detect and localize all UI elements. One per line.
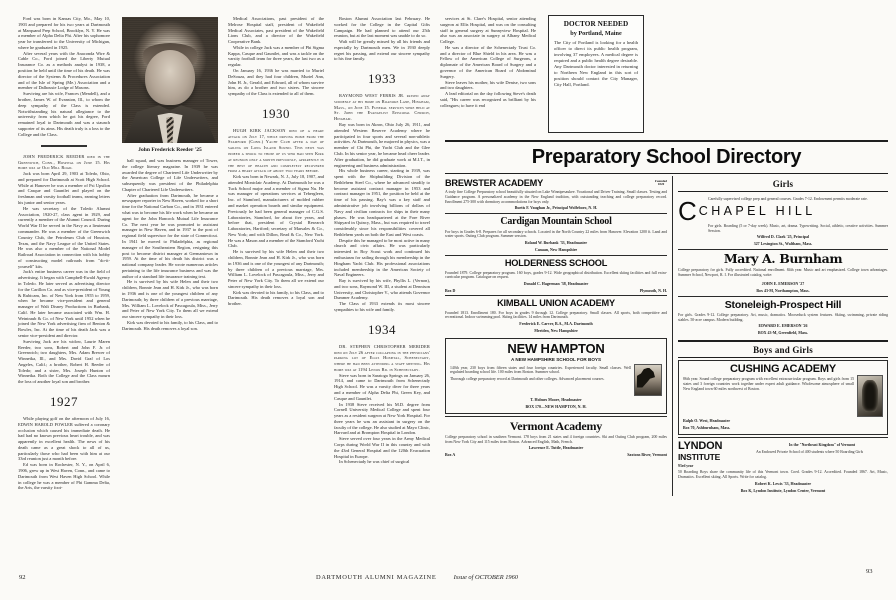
doctor-needed-ad [548,15,644,133]
paragraph: Ray was born in Akron, Ohio July 26, 1911, and attended Western Reserve Academy where he participated in four sports and several non-athletic activities. At Dartmouth, he majored in physics, was a member of Chi Phi, the Yacht Club and the Glee Club. In his senior year, he became head cheer leader. After graduation, he did graduate work at M.I.T., in engineering and business administration. [334,122,431,168]
old-man-mountain-icon [634,364,662,396]
paragraph: He is survived by his wife Helen and their two children, Bonnie Jean and H. Kirk Jr., who was born in 1936 and is one of the youngest children of any Dartmouth; by three children of a previous marriage, Mrs. William L. Lovelock of Pascagoula, Miss., Jerry and Peter of New York City. To them all we extend our sincere sympathy in their loss. [122,279,218,320]
paragraph: On January 16, 1936 he was married to Muriel DeSouza, and they had four children, Muriel Ann, John H. Jr., Gerald, and Edward, all of whom survive him, as do a brother and two sisters. The sincere sympathy of the Class is extended to all of them. [228,68,324,97]
school-name: Vermont Academy [509,419,603,434]
class-year-heading-1930: 1930 [262,105,290,121]
paragraph: HUGH KIRK JACKSON died of a heart attack on July 17, while driving home from the Stamford (Conn.) Yacht Club after a day of sailing on Long Island Sound. This news was indeed a shock to those of us who had seen Kirk at reunion only a month previously, apparently in the best of health and completely recovered from a heart attack of about two years before. [228,127,324,174]
paragraph: After several years with the Anaconda Wire & Cable Co., Ford joined the Liberty Mutual Insurance Co. as a methods analyst in 1938, a position he held until the time of his death. He was director of the Systems & Procedures Association and of the Isle of Spring (Me.) Association and a member of Dalhousie Lodge of Masons. [18,50,110,91]
text-column-1 [18,16,110,556]
directory-section-coed: Boys and Girls [753,344,813,355]
paragraph: ball squad, and was business manager of Tower, the college literary magazine. In 1939 he was awarded the degree of Chartered Life Underwriter by the American College of Life Underwriters, and subsequently was president of the Philadelphia Chapter of Chartered Life Underwriters. [122,158,218,192]
school-year-note: 93rd year [678,463,694,468]
directory-entry-holderness[interactable] [445,255,667,295]
school-description-2: For girls. Boarding (5 or 7-day week). Music, art, drama. Typewriting. Social, athletic, creative activities. Summer Session. [708,224,888,233]
paragraph: He was a director of the Schenectady Trust Co. and a director of Blue Shield in his area. He was a Fellow of the American College of Surgeons, a diplomate of the American Board of Surgery and a governor of the American Board of Abdominal Surgery. [440,44,536,79]
school-text [683,375,854,417]
school-description: Carefully supervised college prep and general courses. Grades 7-12. Endowment permits moderate rate. [708,196,868,201]
chapel-c-glyph: C [678,196,697,227]
paragraph: In Schenectady he was chief of surgical [339,459,410,465]
paragraph: services at St. Clare's Hospital, senior attending surgeon at Ellis Hospital, and was on the consulting staff in general surgery at Sunnyview Hospital. He also was an associate in surgery at Albany Medical College. [440,16,536,45]
school-address: 327 Lexington St., Waltham, Mass. [753,241,813,247]
paragraph: JOHN FREDERICK REEDER died in the Greenwich, Conn., Hospital on June 15. His home was at Old Mill Road. [18,153,110,171]
school-name: KIMBALL UNION ACADEMY [497,297,615,308]
issue-date: Issue of OCTOBER 1960 [453,574,518,581]
paragraph: DR. STEPHEN CHRISTOPHER MERIDER died on July 26 after collapsing in the physicians' parking lot of Ellis Hospital, Schenectady, where he had been attending a staff meeting. His home was at 1194 Lenox Rd. in Schenectady. [334,343,430,372]
paragraph: Steve leaves his mother, his wife Denise, two sons and two daughters. [440,79,536,91]
directory-column-girls [673,176,888,496]
class-year-heading-1927: 1927 [50,394,78,410]
school-description: College preparatory school in southern Vermont. 178 boys from 21 states and 4 foreign countries. Ski and Outing Club program, 200 miles from New York City and 115 miles from Boston. Advanced English, Math, French. [445,434,667,444]
directory-columns [445,176,888,496]
paragraph: Surviving Jack are his widow, Laurie Maren Reeder, two sons, Robert and John F. Jr. of Greenwich; two daughters, Mrs. Adam Brewer of Winnetka, Ill., and Mrs. David Graf of Los Angeles, Calif.; a brother, Robert H. Reeder of Toledo; and a sister, Mrs. Joseph Hunton of Winnetka. Both the College and the Class mourn the loss of another loyal son and brother. [18,338,110,385]
school-description: College preparatory for girls. Fully accredited. National enrollment. 84th year. Music and art emphasized. College town advantages. Summer School, Newport, R. I. For illustrated catalog, write: [678,267,888,277]
directory-column-boys [445,176,673,496]
paragraph: Jack was born April 29, 1903 at Toledo, Ohio, and prepared for Dartmouth at Scott High School. While at Hanover he was a member of Psi Upsilon and Casque and Gauntlet and played on the freshman and varsity football teams, earning letters his junior and senior years. [18,171,110,206]
directory-top-rule [445,140,888,142]
school-description: For boys in Grades 6-8. Prepares for all secondary schools. Located in the North Country 22 miles from Hanover. Elevation 1200 ft. Land and water sports. Outing Club program. Summer session. [445,229,667,239]
school-address: Box K, Lyndon Institute, Lyndon Center, Vermont [740,487,826,493]
paragraph: The Class of 1933 extends its most sincere sympathies to his wife and family. [334,301,430,313]
school-name: Stoneleigh-Prospect Hill [724,299,842,312]
school-contact: JOHN E. EMERSON '27 [761,281,805,287]
directory-bottom-rule [445,173,888,174]
school-contact: Robert K. Lewis '33, Headmaster [754,480,812,486]
school-description: Founded 1813. Enrollment 180. For boys in grades 9 through 12. College preparatory. Small classes. All sports, both competitive and recreational. Indoor swimming pool. Skiing facilities. 14 miles from Dartmouth. [445,310,667,320]
paragraph: Boston Alumni Association last February. He worked for the College in the Capital Gifts Campaign. He had planned to attend our 25th reunion, but at the last moment was unable to do so. [334,16,430,39]
paragraph: He was secretary of the Toledo Alumni Association, 1920-27, class agent in 1929, and currently a member of the Alumni Council. During World War II he served in the Navy as a lieutenant commander. He was a member of the Greenwich Country Club, the Petroleum Club of Houston, Texas, and the Navy League of the United States. He was also a member of the National Model Railroad Association in connection with his hobby of constructing model railroads from "do-it-yourself" kits. [18,205,110,269]
paragraph: He is survived by his wife Helen and their two children, Bonnie Jean and H. Kirk Jr., who was born in 1936 and is one of the youngest of any Dartmouth; by three children of a previous marriage, Mrs. William L. Lovelock of Pascagoula, Miss., Jerry and Peter of New York City. To them all we extend our sincere sympathy in their loss. [228,249,324,289]
paragraph: Ed was born in Rochester, N. Y., on April 6, 1906, grew up in West Haven, Conn., and came to Dartmouth from West Haven High School. While in college he was a member of Phi Gamma Delta, the Arts, the varsity foot- [18,462,110,491]
school-body-row [450,364,662,396]
school-subtitle: A NEW HAMPSHIRE SCHOOL FOR BOYS [510,356,602,362]
school-box: Box D [445,287,456,293]
school-contact: Roland W. Burbank '33, Headmaster [524,240,588,246]
school-description: 50 Boarding Boys share the community life of this Vermont town. Coed. Grades 9-12. Accredited. Founded 1867. Art, Music, Dramatics. Excellent skiing. All Sports. Write for catalog. [678,470,888,479]
school-tagline: In the "Northeast Kingdom" of Vermont [788,443,856,448]
page-number-left: 92 [19,574,26,581]
paragraph: Jack's entire business career was in the field of advertising. It began with Campbell-Ewald Agency in Toledo. He later served as advertising director for the Carillon Co. and as vice-president of Young & Rubicam, Inc. of New York from 1955 to 1959, when he became vice-president and general manager of Walt Disney Productions in Burbank, Calif. He later became associated with Wm. H. Weintraub & Co. of New York until 1952 when he joined the New York advertising firm of Benton & Bowles, Inc. At the time of his death Jack was a senior vice-president and director. [18,269,110,339]
footer-magazine-line [316,574,518,581]
paragraph: After graduation from Dartmouth, he became a newspaper reporter in New Haven, worked for a short time for the National Carbon Co., and in 1931 entered what was to become his life work when he became an agent for the John Hancock Mutual Life Insurance Co. The next year he was promoted to assistant manager in New Haven, and in 1937 to the post of regional field supervisor for the state of Connecticut. In 1941 he moved to Philadelphia, as regional manager of the Southeastern Region, resigning this post to become district manager at Germantown in 1959. At the time of his death his district was a national company leader. He wrote numerous articles pertaining to the life insurance business and was the author of a standard life insurance training text. [122,192,218,279]
school-name: Mary A. Burnham [723,251,843,267]
paragraph: Medical Associations, past president of the Melrose Hospital staff, president of Wakefield Medical Associates, past president of the Wakefield Lions Club, and a director of the Wakefield Cooperative Bank. [228,16,324,45]
school-contact: Wilfred D. Clark '25, Principal [756,234,810,240]
paragraph: While in college Jack was a member of Phi Sigma Kappa, Casque and Gauntlet, and was a tackle on the varsity football team for three years, the last two as a regular. [228,44,324,68]
school-box: Box A [445,452,456,458]
school-name: NEW HAMPTON [507,340,605,356]
school-contact: Donald C. Hagerman '38, Headmaster [523,281,589,287]
school-description-2: Thorough college preparatory record at Dartmouth and other colleges. Advanced placement courses. [450,376,605,381]
paragraph: Ford was born in Kansas City, Mo., May 10, 1903 and prepared for his two years at Dartmouth at Marquand Prep School, Brooklyn, N. Y. He was a member of Alpha Delta Phi. After his sophomore year he transferred to the University of Michigan, where he graduated in 1925. [18,16,110,50]
class-year-heading-1933: 1933 [368,71,396,87]
ad-subtitle: by Portland, Maine [570,29,622,37]
school-name: CUSHING ACADEMY [730,362,836,375]
school-address-row [445,288,667,293]
school-contact: EDWARD E. EMERSON '26 [758,323,808,329]
school-contact: Lawrence E. Tuttle, Headmaster [528,445,584,451]
directory-title: Preparatory School Directory [531,145,802,168]
directory-section-girls: Girls [772,178,794,189]
paragraph: Walt will be greatly missed by all his friends and especially by Dartmouth men. We in 1930 deeply regret his passing, and extend our sincere sympathy to his fine family. [334,39,430,62]
school-contact: Burtis F. Vaughan Jr., Principal Wolfeboro, N. H. [514,205,598,211]
paragraph: Steve was born in Saratoga Springs on January 26, 1914, and came to Dartmouth from Schenectady High School. He was a varsity diver for three years and a member of Alpha Delta Phi, Green Key, and Casque and Gauntlet. [334,372,430,401]
paragraph: Despite this he managed to be most active in many church and civic affairs. He was particularly interested in Boy Scout work and continued his enthusiasm for sailing through his membership in the Hingham Yacht Club. His professional associations included membership in the American Society of Naval Engineers. [334,237,430,278]
preparatory-school-directory [445,140,888,558]
school-address: Meriden, New Hampshire [534,327,578,333]
paragraph: In 1938 Steve received his M.D. degree from Cornell University Medical College and spent four years as a resident surgeon at New York Hospital. For three years he was an assistant in surgery on the faculty of the college. He also studied at Mayo Clinic, Harvard and at Brompton Hospital in London. [334,401,430,436]
school-name: LYNDON [678,440,723,453]
chapel-wordmark [699,205,888,218]
paragraph: Kirk was devoted to his family, to his Class, and to Dartmouth. His death removes a loyal son and brother. [228,289,324,307]
ad-title: DOCTOR NEEDED [563,20,629,28]
directory-entry-chapel-hill[interactable] [678,192,888,250]
school-tagline-2: An Endowed Private School of 400 students where 50 Boarding Girls [756,449,864,454]
school-description: A truly fine College Preparatory school beautifully situated on Lake Winnipesaukee. Vocational and Driver Training. Small classes. Testing and Guidance program. A personalized academy in the New England tradition, with outstanding teaching and college preparatory record. Enrollment 275-300 with dormitory accommodations for boys only. [445,190,667,204]
text-column-4 [334,16,430,556]
school-name-2: INSTITUTE [678,451,721,462]
school-name: Cardigan Mountain School [500,216,612,228]
school-name: HOLDERNESS SCHOOL [504,258,608,268]
portrait-photo [122,17,218,143]
school-contact: T. Holmes Moore, Headmaster [530,396,582,402]
school-town: Saxtons River, Vermont [627,452,667,458]
school-name: BREWSTER ACADEMY [445,177,544,188]
text-column-5 [440,16,536,146]
magazine-title: DARTMOUTH ALUMNI MAGAZINE [316,574,437,581]
photo-caption: John Frederick Reeder '25 [138,147,202,153]
text-column-2 [122,158,218,556]
class-year-heading-1934: 1934 [368,321,396,337]
paragraph: Ray is survived by his wife, Phyllis L. (Vernon), and two sons, Raymond W. III, a student at Dennison University, and Christopher V., who attends Governor Dummer Academy. [334,278,430,301]
school-town: Plymouth, N. H. [639,287,667,293]
paragraph: Surviving are his wife, Frances (Mendell), and a brother, James W. of Evanston, Ill., to whom the deep sympathy of the Class is extended. Notwithstanding his natural allegiance to the university from which he got his degree, Ford remained loyal to Dartmouth and was a staunch supporter of its aims. His death truly is a loss to the College and the Class. [18,91,110,137]
school-box-address: BOX 170—NEW HAMPTON, N. H. [525,404,587,410]
paragraph: Kirk was born in Newark, N. J., July 18, 1907, and attended Montclair Academy. At Dartmouth he was a Tuck School major and a member of Sigma Nu. He was manager of operations services at Tebergleen, Inc. of Stamford, manufacturers of molded rubber and market operation boards and similar equipment. Previously he had been general manager of C.G.S. Laboratories, Stamford, for about five years, and before that, president of Crystal Research Laboratories, Hartford; secretary of Marsales & Co., New York; and with Dillon, Read & Co., New York. He was a Mason and a member of the Stamford Yacht Club. [228,174,324,249]
school-contact: Ralph O. West, Headmaster [683,418,731,424]
section-rule [678,357,888,358]
school-address: Box 43-M, Northampton, Mass. [756,288,810,294]
directory-entry-vermont-academy[interactable] [445,416,667,459]
student-photo-icon [857,375,883,417]
paragraph: A lead editorial on the day following Steve's death said, "His career was recognized as brilliant by his colleagues; to have it end [440,91,536,108]
ad-body: The City of Portland is looking for a health officer to direct its public health program, involving 37 employees. A medical degree is required and a public health degree desirable. Any Dartmouth doctor interested in returning to Northern New England in this sort of position should contact the City Manager, City Hall, Portland. [554,39,638,87]
school-description: 86th year. Sound college preparatory program with excellent extracurricular program. Boys and girls from 15 states and 3 foreign countries work together under expert adult guidance. Wholesome atmosphere of small New England town 60 miles northwest of Boston. [683,377,854,391]
paragraph: His whole business career, starting in 1939, was spent with the Shipbuilding Division of the Bethlehem Steel Co., where he advanced steadily to become assistant contract manager in 1953 and contract manager in 1951, the position he held at the time of his passing. Ray's was a key staff and administrative job involving billions of dollars of Navy and civilian contracts for ships in their many phases. He was headquartered at the Fore River Shipyard in Quincy, Mass., but was required to travel considerably since his responsibilities covered all Bethlehem yards on both the East and West coasts. [334,168,430,237]
school-address-row [445,452,667,457]
directory-entry-cardigan[interactable] [445,213,667,255]
paragraph: Kirk was devoted to his family, to his Class, and to Dartmouth. His death removes a loyal son. [122,319,218,331]
directory-entry-new-hampton[interactable] [445,338,667,415]
school-description: 140th year, 230 boys from fifteen states and four foreign countries. Experienced faculty. Small classes. Well regulated boarding school life. 100 miles from Boston. Summer school. [450,365,631,375]
directory-entry-lyndon[interactable] [678,437,888,495]
paragraph: RAYMOND WEST FERRIS JR. passed away suddenly at his home on Roanoke Lane, Hingham, Mass., on June 15. Funeral services were held at St. John the Evangelist Episcopal Church, Hingham. [334,93,430,122]
school-description: Founded 1879. College preparatory program. 160 boys, grades 9-12. Wide geographical distribution. Excellent skiing facilities and full extra-curricular program. Catalogue on request. [445,270,667,280]
school-text [450,364,631,396]
school-name: CHAPEL HILL [698,204,816,219]
text-column-3 [228,16,324,556]
directory-entry-brewster[interactable] [445,176,667,214]
section-divider [41,145,87,146]
school-address: BOX 43-M, Greenfield, Mass. [757,330,808,336]
directory-entry-kimball-union[interactable] [445,295,667,336]
directory-entry-stoneleigh[interactable] [678,296,888,338]
page-number-right: 93 [866,568,873,575]
school-body-row [683,375,883,417]
school-description: For girls. Grades 9-12. College preparatory. Art, music, dramatics. Mooseduck system features. Skiing, swimming, private riding stables. 50-acre campus. Modern building. [678,313,888,322]
photo-face [145,50,195,105]
lyndon-header-text [756,441,888,454]
school-address: Canaan, New Hampshire [534,247,578,253]
founded-badge: Founded 1820 [654,178,667,187]
directory-entry-cushing[interactable] [678,360,888,435]
paragraph: While playing golf on the afternoon of July 16, EDWIN HAROLD FOWLER suffered a coronary occlusion which caused his immediate death. He had had no known previous heart trouble, and was apparently in excellent health. The news of his death came as a great shock to all of us, particularly those who had been with him at our 33rd reunion just a month before. [18,415,110,462]
lyndon-header-row [678,441,888,468]
lyndon-wordmark [678,441,752,468]
directory-entry-mary-burnham[interactable] [678,249,888,296]
paragraph: Steve served over four years in the Army Medical Corps during World War II in this country and with the 43rd General Hospital and the 120th Evacuation Hospital in Europe. [334,436,430,459]
school-address: Box 70, Ashburnham, Mass. [683,425,731,431]
school-contact: Frederick E. Carver, B.A., M.A. Dartmouth [519,321,593,326]
